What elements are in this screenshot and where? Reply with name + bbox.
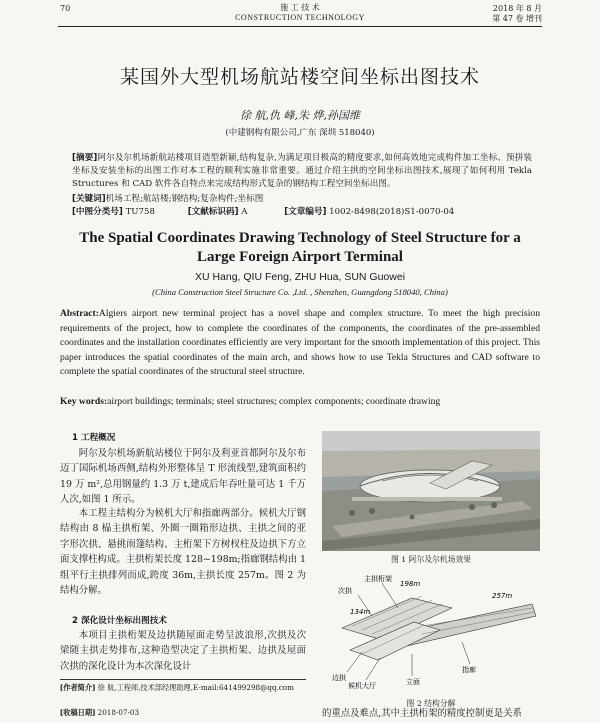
label-pier: 指廊 bbox=[462, 666, 476, 674]
abstract-en-label: Abstract: bbox=[60, 308, 99, 319]
label-facade: 立面 bbox=[406, 678, 420, 686]
figure-1-image bbox=[322, 431, 540, 551]
section-2-heading: 2 深化设计坐标出图技术 bbox=[72, 616, 167, 626]
header-rule bbox=[58, 26, 542, 27]
article-value: 1002-8498(2018)S1-0070-04 bbox=[329, 207, 455, 217]
abstract-en-text: Algiers airport new terminal project has a novel shape and complex structure. To meet the high precision requirements of the project, how to complete the coordinates of the components, the coordinates of the pre-assembled coordinates and the installation coordinates efficiently are very important for the smooth implementation of this project. This paper introduces the spatial coordinates of the main arch, and shows how to use Tekla Structures and CAD software to complete the spatial coordinates of the structural steel structure. bbox=[60, 308, 540, 378]
label-main-truss: 主拱桁架 bbox=[364, 575, 392, 583]
section-1-paragraph-1: 阿尔及尔机场新航站楼位于阿尔及利亚首都阿尔及尔布迈丁国际机场西侧,结构外形整体呈 T 形流线型,建筑面积约 19 万 m²,总用钢量约 1.3 万 t,建成后年吞吐量可达 1 千万人次,如图 1 所示。 bbox=[60, 448, 306, 506]
doc-value: A bbox=[241, 207, 248, 217]
abstract-cn bbox=[72, 152, 532, 191]
label-hall: 候机大厅 bbox=[348, 682, 376, 690]
journal-name-en: CONSTRUCTION TECHNOLOGY bbox=[235, 13, 365, 22]
keywords-en-text: airport buildings; terminals; steel structures; complex components; coordinate drawing bbox=[107, 396, 441, 407]
keywords-en bbox=[60, 395, 540, 410]
footnote-rule bbox=[60, 679, 306, 680]
footnote-author-text: 徐 航,工程师,技术部经理助理,E-mail:641499298@qq.com bbox=[97, 683, 294, 692]
label-secondary-arch: 次拱 bbox=[338, 587, 352, 595]
clc-value: TU758 bbox=[125, 207, 155, 217]
label-length-134: 134m bbox=[350, 608, 371, 616]
right-column-text: 的重点及难点,其中主拱桁架的精度控制更是关系 bbox=[322, 708, 522, 719]
keywords-cn bbox=[72, 193, 532, 206]
footnote-author bbox=[60, 682, 306, 694]
figure-1-caption: 图 1 阿尔及尔机场效果 bbox=[390, 555, 472, 564]
figure-2-diagram bbox=[322, 568, 540, 696]
footnote-author-label: [作者简介] bbox=[60, 683, 96, 692]
figure-2-caption: 图 2 结构分解 bbox=[406, 699, 456, 708]
clc-label: [中图分类号] bbox=[72, 207, 123, 217]
footnote-date bbox=[60, 707, 306, 719]
label-length-198: 198m bbox=[400, 580, 421, 588]
doc-label: [文献标识码] bbox=[187, 207, 239, 217]
footnote-date-text: 2018-07-03 bbox=[97, 708, 140, 717]
keywords-cn-text: 机场工程;航站楼;钢结构;复杂构件;坐标图 bbox=[105, 194, 264, 204]
abstract-cn-text: 阿尔及尔机场新航站楼项目造型新颖,结构复杂,为满足项目极高的精度要求,如何高效地完成构件加工坐标、预拼装坐标及安装坐标的出图工作对本工程的顺利实施非常重要。通过介绍主拱的空间坐标出图技术,展现了如何利用 Tekla Structures 和 CAD 软件各自特点来完成结构形式复杂的钢结构工程空间坐标出图。 bbox=[72, 153, 532, 189]
classification-row bbox=[72, 206, 532, 219]
section-1-heading: 1 工程概况 bbox=[72, 433, 116, 443]
authors-cn: 徐 航,仇 峰,朱 烨,孙国维 bbox=[240, 109, 360, 122]
page-number: 70 bbox=[60, 4, 71, 13]
footnote-date-label: [收稿日期] bbox=[60, 708, 96, 717]
article-label: [文章编号] bbox=[284, 207, 327, 217]
title-cn: 某国外大型机场航站楼空间坐标出图技术 bbox=[119, 66, 480, 88]
section-2-paragraph-1: 本项目主拱桁架及边拱随屋面走势呈波浪形,次拱及次梁随主拱走势排布,这种造型决定了主拱桁架、边拱及屋面次拱的深化设计为本次深化设计 bbox=[60, 630, 306, 672]
keywords-en-label: Key words: bbox=[60, 396, 108, 407]
abstract-cn-label: [摘要] bbox=[72, 153, 98, 163]
section-1-paragraph-2: 本工程主结构分为候机大厅和指廊两部分。候机大厅钢结构由 8 榀主拱桁架、外圈一圈箱形边拱、主拱之间的亚字形次拱、悬挑雨篷结构、主桁架下方树杈柱及边拱下方立面支撑柱构成。主拱桁架长度 128~198m;指廊钢结构由 1 组平行主拱排列而成,跨度 36m,主拱长度 257m。图 2 为结构分解。 bbox=[60, 508, 306, 597]
affiliation-cn: (中建钢构有限公司,广东 深圳 518040) bbox=[225, 128, 375, 138]
title-en: The Spatial Coordinates Drawing Technology of Steel Structure for a Large Foreign Airport Terminal bbox=[79, 230, 521, 265]
issue-volume: 第 47 卷 增刊 bbox=[492, 14, 542, 23]
abstract-en bbox=[60, 307, 540, 380]
affiliation-en: (China Construction Steel Structure Co. ,Ltd. , Shenzhen, Guangdong 518040, China) bbox=[152, 287, 448, 297]
label-edge-arch: 边拱 bbox=[332, 674, 346, 682]
label-length-257: 257m bbox=[492, 592, 513, 600]
keywords-cn-label: [关键词] bbox=[72, 194, 106, 204]
journal-name-cn: 施 工 技 术 bbox=[280, 3, 320, 12]
authors-en: XU Hang, QIU Feng, ZHU Hua, SUN Guowei bbox=[194, 271, 406, 283]
issue-date: 2018 年 8 月 bbox=[492, 4, 542, 13]
